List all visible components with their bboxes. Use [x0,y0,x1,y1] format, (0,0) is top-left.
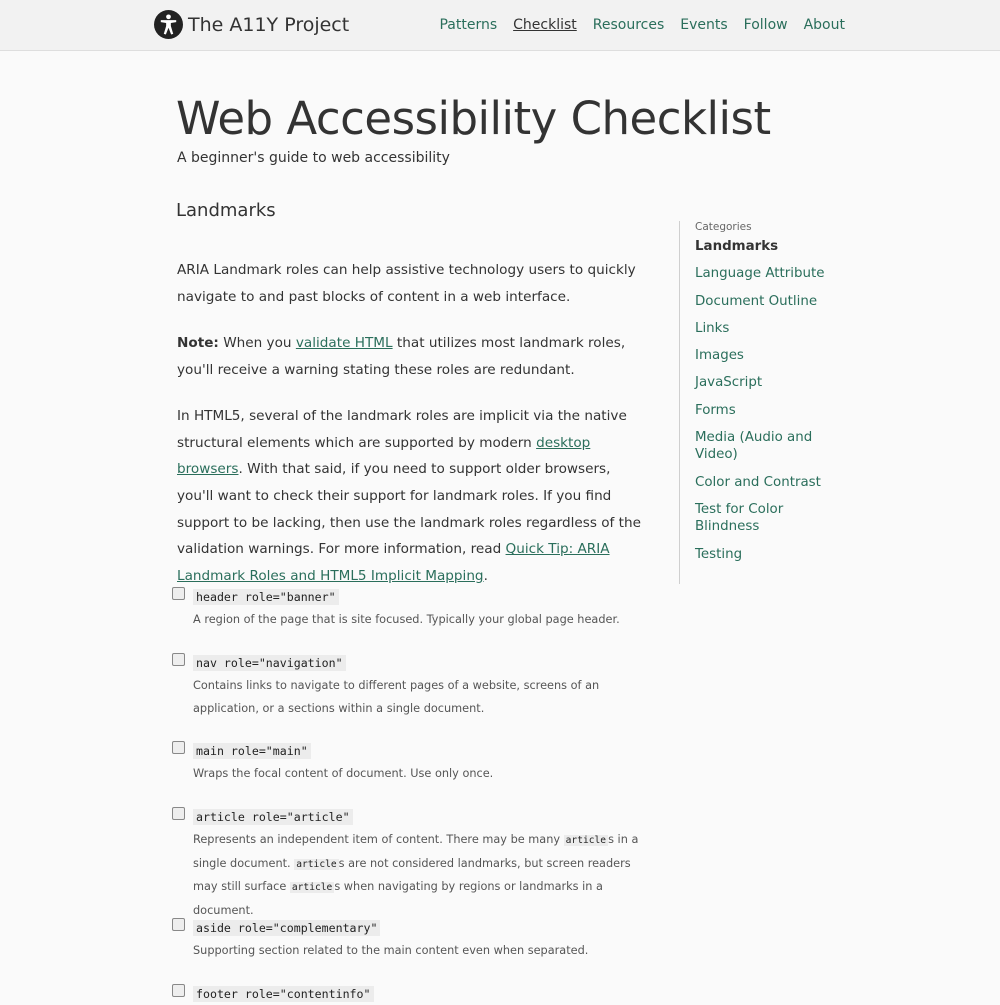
inline-code: article [296,858,337,870]
checkbox[interactable] [172,653,185,666]
checkbox[interactable] [172,984,185,997]
html5-paragraph [177,403,649,590]
checklist-item [172,650,652,738]
site-header [0,0,1000,51]
checklist-item [172,584,652,650]
nav-events[interactable]: Events [680,17,728,33]
checklist [172,584,652,1005]
checklist-item [172,915,652,981]
validate-html-link[interactable]: validate HTML [295,334,393,351]
sidebar-item-landmarks[interactable]: Landmarks [695,239,779,254]
checkbox[interactable] [172,807,185,820]
desktop-browsers-link[interactable]: desktop browsers [177,434,591,478]
site-name: The A11Y Project [188,13,350,36]
checklist-item-code: header role="banner" [193,589,339,605]
sidebar-item-language-attribute[interactable]: Language Attribute [695,266,825,282]
note-paragraph [177,330,649,383]
checklist-item-description: Contains links to navigate to different pages of a website, screens of an application, or a sections within a single document. [193,679,600,715]
section-heading: Landmarks [176,200,276,221]
inline-code: article [291,882,333,894]
description-text: s are not considered landmarks, but screen readers may still surface [193,856,631,894]
sidebar-item-document-outline[interactable]: Document Outline [695,293,818,309]
note-text: When you [218,334,296,351]
inline-code: article [565,835,607,846]
accessibility-icon [154,10,183,39]
description-text: Represents an independent item of content. There may be many [193,833,564,846]
checkbox[interactable] [172,587,185,600]
section-intro [177,257,649,609]
page-title: Web Accessibility Checklist [176,92,771,145]
checklist-item-code: footer role="contentinfo" [193,986,374,1002]
home-link[interactable] [154,10,349,39]
nav-follow[interactable]: Follow [743,17,788,33]
nav-checklist[interactable]: Checklist [513,17,577,33]
sidebar-item-forms[interactable]: Forms [695,402,736,418]
checklist-item-code: nav role="navigation" [193,655,346,671]
checklist-item [172,804,652,915]
sidebar-item-testing[interactable]: Testing [695,546,743,562]
sidebar-item-images[interactable]: Images [695,348,744,364]
main-nav [423,17,845,33]
description-text: s when navigating by regions or landmarks in a document. [193,880,603,917]
html5-text: In HTML5, several of the landmark roles are implicit via the native structural elements which are supported by modern [177,407,627,451]
checkbox[interactable] [172,741,185,754]
intro-paragraph [177,257,649,310]
note-label: Note: [177,334,219,351]
sidebar-item-media[interactable]: Media (Audio and Video) [695,430,813,463]
checklist-item-code: main role="main" [193,743,311,759]
checklist-item-description: Supporting section related to the main content even when separated. [193,944,589,957]
categories-sidebar [679,221,829,584]
sidebar-item-color-blindness[interactable]: Test for Color Blindness [695,501,784,535]
nav-about[interactable]: About [803,17,845,33]
categories-label: Categories [695,221,752,233]
checklist-item-code: aside role="complementary" [193,920,380,936]
html5-text-middle: . With that said, if you need to support older browsers, you'll want to check their support for landmark roles. If you find support to be lacking, then use the landmark roles regardless of the validation warnings. For more information, read [177,461,641,558]
checklist-item-description [193,829,652,922]
sidebar-item-links[interactable]: Links [695,320,730,336]
quick-tip-link[interactable]: Quick Tip: ARIA Landmark Roles and HTML5 Implicit Mapping [177,541,610,585]
nav-resources[interactable]: Resources [592,17,665,33]
sidebar-item-javascript[interactable]: JavaScript [695,375,763,391]
nav-patterns[interactable]: Patterns [439,17,498,33]
checklist-item-code: article role="article" [193,809,353,825]
checklist-item-description: A region of the page that is site focused. Typically your global page header. [193,613,620,626]
note-text-end: that utilizes most landmark roles, you'll receive a warning stating these roles are redundant. [177,334,626,378]
intro-text: ARIA Landmark roles can help assistive technology users to quickly navigate to and past blocks of content in a web interface. [177,262,636,305]
checkbox[interactable] [172,918,185,931]
html5-text-end: . [483,568,488,585]
checklist-item-description: Wraps the focal content of document. Use only once. [193,767,494,780]
description-text: s in a single document. [193,833,639,870]
checklist-item [172,738,652,804]
page-subtitle: A beginner's guide to web accessibility [177,150,450,166]
checklist-item [172,981,652,1005]
sidebar-item-color-contrast[interactable]: Color and Contrast [695,474,821,490]
